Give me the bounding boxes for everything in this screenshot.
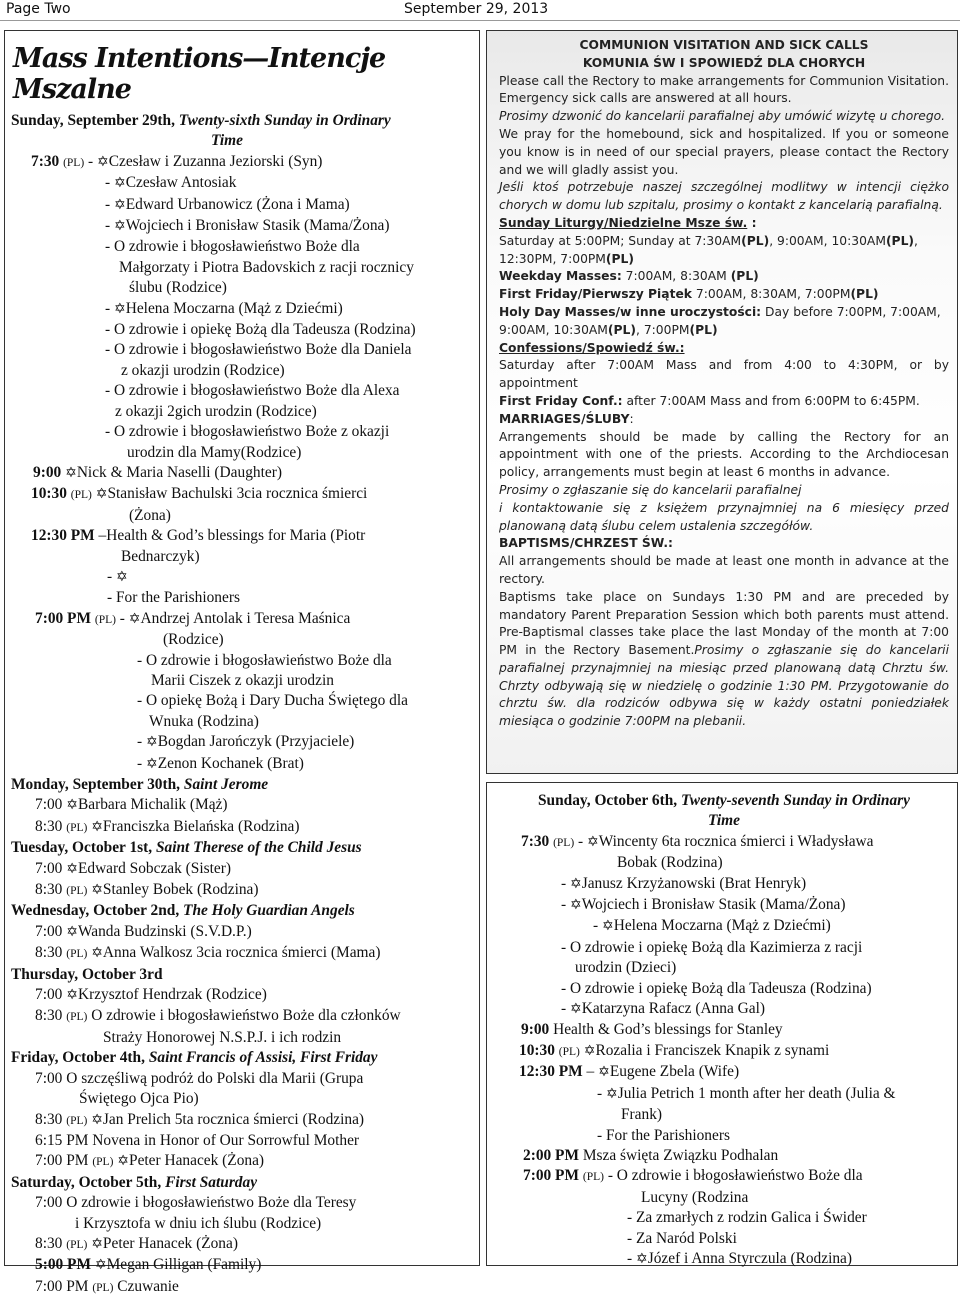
oct6-heading: Sunday, October 6th, Twenty-seventh Sunday in Ordinary <box>537 792 910 809</box>
cross-icon: ✡ <box>569 876 582 892</box>
page-number: Page Two <box>6 1 71 17</box>
paragraph: We pray for the homebound, sick and hospitalized. If you or someone you know is in need of our special prayers, please contact the Rectory and we will gladly assist you. <box>499 126 949 177</box>
cross-icon: ✡ <box>113 197 126 213</box>
cross-icon: ✡ <box>117 1154 130 1170</box>
intention-line: z okazji 2gich urodzin (Rodzice) <box>115 402 317 420</box>
cross-icon: ✡ <box>94 1258 107 1274</box>
intention-line: 7:00 PM (PL) - O zdrowie i błogosławieństwo Boże dla <box>523 1167 863 1185</box>
wednesday-heading: Wednesday, October 2nd, The Holy Guardian Angels <box>11 902 355 920</box>
intention-line: - ✡Wojciech i Bronisław Stasik (Mama/Żona) <box>105 217 390 235</box>
communion-heading-pl: KOMUNIA ŚW I SPOWIEDŹ DLA CHORYCH <box>582 55 866 70</box>
intention-line: 7:00 PM (PL) - ✡Andrzej Antolak i Teresa Maśnica <box>35 609 351 627</box>
cross-icon: ✡ <box>97 154 109 170</box>
intention-line: 7:00 ✡Edward Sobczak (Sister) <box>35 859 231 877</box>
mass-intentions-title: Mass Intentions—Intencje Mszalne <box>13 43 386 105</box>
intention-line: - For the Parishioners <box>597 1126 730 1144</box>
intention-line: - O zdrowie i błogosławieństwo Boże dla <box>105 238 360 256</box>
cross-icon: ✡ <box>91 1112 103 1128</box>
intention-line: 9:00 Health & God’s blessings for Stanley <box>521 1021 783 1039</box>
communion-info-box <box>486 30 958 774</box>
intention-line: 6:15 PM Novena in Honor of Our Sorrowful Mother <box>35 1131 360 1149</box>
intention-line: - For the Parishioners <box>107 589 240 607</box>
intention-line: Małgorzaty i Piotra Badovskich z racji rocznicy <box>119 258 414 276</box>
intention-line: 7:00 O zdrowie i błogosławieństwo Boże dla Teresy <box>35 1194 357 1212</box>
intention-line: 12:30 PM –Health & God’s blessings for Maria (Piotr <box>31 527 366 545</box>
intention-line: 9:00 ✡Nick & Maria Naselli (Daughter) <box>33 463 282 481</box>
paragraph: i kontaktowanie się z księżem przynajmniej na 6 miesięcy przed planowaną datą ślubu celem ustalenia szczegółów. <box>499 500 949 533</box>
intention-line: 7:30 (PL) - ✡Czesław i Zuzanna Jeziorski (Syn) <box>31 152 323 170</box>
intention-line: (Żona) <box>129 506 171 524</box>
cross-icon: ✡ <box>569 1002 582 1018</box>
cross-icon: ✡ <box>601 919 614 935</box>
section-heading: MARRIAGES/ŚLUBY: <box>499 411 634 426</box>
intention-line: 8:30 (PL) ✡Stanley Bobek (Rodzina) <box>35 881 259 899</box>
intention-line: - O zdrowie i błogosławieństwo Boże dla Alexa <box>105 382 400 400</box>
intention-line: 7:00 PM (PL) Czuwanie <box>35 1277 179 1295</box>
section-heading: BAPTISMS/CHRZEST ŚW.: <box>499 536 673 551</box>
intention-line: 8:30 (PL) ✡Jan Prelich 5ta rocznica śmierci (Rodzina) <box>35 1110 365 1128</box>
cross-icon: ✡ <box>605 1086 618 1102</box>
intention-line: (Rodzice) <box>163 631 224 649</box>
intention-line: 10:30 (PL) ✡Stanisław Bachulski 3cia rocznica śmierci <box>31 485 368 503</box>
intention-line: - ✡Janusz Krzyżanowski (Brat Henryk) <box>561 874 807 892</box>
tuesday-heading: Tuesday, October 1st, Saint Therese of the Child Jesus <box>11 839 362 857</box>
intention-line: - ✡Józef i Anna Styrczula (Rodzina) <box>627 1249 853 1267</box>
paragraph: All arrangements should be made at least one month in advance at the rectory. <box>499 554 949 586</box>
intention-line: - ✡Helena Moczarna (Mąż z Dziećmi) <box>593 917 831 935</box>
oct6-heading-cont: Time <box>708 812 740 830</box>
october-6-intentions-box <box>486 782 958 1266</box>
intention-line: - ✡Edward Urbanowicz (Żona i Mama) <box>105 195 350 213</box>
intention-line: 7:30 (PL) - ✡Wincenty 6ta rocznica śmierci i Władysława <box>521 832 874 850</box>
intention-line: 7:00 ✡Krzysztof Hendrzak (Rodzice) <box>35 986 267 1004</box>
monday-heading: Monday, September 30th, Saint Jerome <box>11 776 269 793</box>
paragraph: Weekday Masses: 7:00AM, 8:30AM (PL) <box>499 269 759 284</box>
intention-line: - O zdrowie i opiekę Bożą dla Tadeusza (Rodzina) <box>561 979 872 997</box>
intention-line: 8:30 (PL) ✡Peter Hanacek (Żona) <box>35 1234 238 1252</box>
section-heading: Confessions/Spowiedź św.: <box>499 340 685 355</box>
intention-line: Wnuka (Rodzina) <box>149 712 259 730</box>
intention-line: Bobak (Rodzina) <box>617 854 723 872</box>
intention-line: - ✡ <box>107 567 128 585</box>
thursday-heading: Thursday, October 3rd <box>11 965 163 983</box>
communion-heading: COMMUNION VISITATION AND SICK CALLS <box>579 38 869 52</box>
intention-line: Świętego Ojca Pio) <box>79 1090 199 1108</box>
intention-line: - Za zmarłych z rodzin Galica i Świder <box>627 1209 867 1227</box>
intention-line: 7:00 O szczęśliwą podróż do Polski dla Marii (Grupa <box>35 1069 364 1087</box>
intention-line: - ✡Katarzyna Rafacz (Anna Gal) <box>561 1000 766 1018</box>
cross-icon: ✡ <box>128 611 141 627</box>
friday-heading: Friday, October 4th, Saint Francis of Assisi, First Friday <box>11 1049 378 1067</box>
cross-icon: ✡ <box>91 819 103 835</box>
mass-intentions-box <box>4 30 480 1295</box>
intention-line: 10:30 (PL) ✡Rozalia i Franciszek Knapik z synami <box>519 1041 830 1059</box>
cross-icon: ✡ <box>65 465 77 481</box>
intention-line: 7:00 ✡Barbara Michalik (Mąż) <box>35 796 228 814</box>
paragraph: Holy Day Masses/w inne uroczystości: Day before 7:00PM, 7:00AM, 9:00AM, 10:30AM(PL), 7:00PM(PL) <box>499 304 941 337</box>
paragraph: Prosimy o zgłaszanie się do kancelarii parafialnej <box>499 482 802 497</box>
intention-line: 2:00 PM Msza święta Związku Podhalan <box>523 1146 779 1164</box>
page-date: September 29, 2013 <box>404 1 549 17</box>
cross-icon: ✡ <box>635 1251 648 1267</box>
saturday-heading: Saturday, October 5th, First Saturday <box>11 1173 258 1191</box>
intention-line: 7:00 PM (PL) ✡Peter Hanacek (Żona) <box>35 1152 265 1170</box>
intention-line: 8:30 (PL) O zdrowie i błogosławieństwo Boże dla członków <box>35 1007 401 1025</box>
intention-line: Frank) <box>621 1106 663 1124</box>
intention-line: Marii Ciszek z okazji urodzin <box>151 671 334 689</box>
intention-line: - O zdrowie i błogosławieństwo Boże z okazji <box>105 423 390 441</box>
intention-line: - O opiekę Bożą i Dary Ducha Świętego dla <box>137 692 408 710</box>
cross-icon: ✡ <box>91 946 103 962</box>
paragraph: First Friday Conf.: after 7:00AM Mass and from 6:00PM to 6:45PM. <box>499 393 920 408</box>
intention-line: i Krzysztofa w dniu ich ślubu (Rodzice) <box>75 1214 322 1232</box>
paragraph: Jeśli ktoś potrzebuje naszej szczególnej modlitwy w intencji ciężko chorych w domu lub szpitalu, prosimy o kontakt z kancelarią parafialną. <box>499 180 949 213</box>
intention-line: Lucyny (Rodzina <box>641 1188 749 1206</box>
intention-line: urodzin (Dzieci) <box>575 959 677 977</box>
cross-icon: ✡ <box>598 1065 610 1081</box>
intention-line: urodzin dla Mamy(Rodzice) <box>127 443 302 461</box>
intention-line: - ✡Czesław Antosiak <box>105 174 237 192</box>
paragraph: First Friday/Pierwszy Piątek 7:00AM, 8:30AM, 7:00PM(PL) <box>499 287 879 302</box>
intention-line: z okazji urodzin (Rodzice) <box>121 361 285 379</box>
paragraph: Prosimy dzwonić do kancelarii parafialnej aby umówić wizytę u chorego. <box>499 109 946 124</box>
intention-line: 12:30 PM – ✡Eugene Zbela (Wife) <box>519 1063 740 1081</box>
cross-icon: ✡ <box>95 487 108 503</box>
intention-line: ślubu (Rodzice) <box>129 279 227 297</box>
intention-line: 8:30 (PL) ✡Anna Walkosz 3cia rocznica śmierci (Mama) <box>35 944 381 962</box>
intention-line: - O zdrowie i opiekę Bożą dla Tadeusza (Rodzina) <box>105 321 416 339</box>
sunday-heading-cont: Time <box>211 132 243 150</box>
cross-icon: ✡ <box>116 569 128 585</box>
cross-icon: ✡ <box>145 756 158 772</box>
paragraph: Saturday after 7:00AM Mass and from 4:00 to 4:30PM, or by appointment <box>499 358 949 391</box>
cross-icon: ✡ <box>583 1043 596 1059</box>
intention-line: - O zdrowie i opiekę Bożą dla Kazimierza z racji <box>561 938 863 956</box>
intention-line: - ✡Wojciech i Bronisław Stasik (Mama/Żona) <box>561 896 846 914</box>
intention-line: - ✡Helena Moczarna (Mąż z Dziećmi) <box>105 299 343 317</box>
intention-line: 7:00 ✡Wanda Budzinski (S.V.D.P.) <box>35 922 252 940</box>
paragraph: Please call the Rectory to make arrangements for Communion Visitation. Emergency sick calls are answered at all hours. <box>499 73 949 106</box>
intention-line: - ✡Julia Petrich 1 month after her death (Julia & <box>597 1084 896 1102</box>
cross-icon: ✡ <box>113 219 126 235</box>
paragraph: Baptisms take place on Sundays 1:30 PM and are preceded by mandatory Parent Preparation Session which both parents must attend. Pre-Baptismal classes take place the last Monday of the month at 7:00 PM in the Rectory Basement.Prosimy o zgłaszanie się do kancelarii parafialnej przynajmniej na miesiąc przed planowaną datą Chrztu św. Chrzty odbywają się w niedzielę o godzinie 1:30 PM. Przygotowanie do chrztu św. dla rodziców odbywa się w każdy ostatni poniedziałek miesiąca o godzinie 7:00PM na plebanii. <box>499 589 949 729</box>
page-header <box>0 0 960 21</box>
intention-line: - Za Naród Polski <box>627 1229 737 1247</box>
intention-line: - O zdrowie i błogosławieństwo Boże dla <box>137 651 392 669</box>
cross-icon: ✡ <box>145 735 158 751</box>
cross-icon: ✡ <box>587 834 599 850</box>
cross-icon: ✡ <box>91 883 103 899</box>
cross-icon: ✡ <box>113 301 126 317</box>
cross-icon: ✡ <box>113 176 126 192</box>
intention-line: Bednarczyk) <box>121 547 200 565</box>
paragraph: Saturday at 5:00PM; Sunday at 7:30AM(PL), 9:00AM, 10:30AM(PL), 12:30PM, 7:00PM(PL) <box>499 233 918 266</box>
sunday-heading: Sunday, September 29th, Twenty-sixth Sunday in Ordinary <box>11 112 391 129</box>
paragraph: Arrangements should be made by calling the Rectory for an appointment with one of the priests. According to the Archdiocesan policy, arrangements must begin at least 6 months in advance. <box>499 429 949 480</box>
intention-line: Straży Honorowej N.S.P.J. i ich rodzin <box>103 1028 342 1046</box>
cross-icon: ✡ <box>66 798 78 814</box>
intention-line: - ✡Zenon Kochanek (Brat) <box>137 754 304 772</box>
intention-line: 8:30 (PL) ✡Franciszka Bielańska (Rodzina) <box>35 817 300 835</box>
cross-icon: ✡ <box>66 988 78 1004</box>
intention-line: - ✡Bogdan Jarończyk (Przyjaciele) <box>137 733 355 751</box>
intention-line: 5:00 PM ✡Megan Gilligan (Family) <box>35 1256 262 1274</box>
section-heading: Sunday Liturgy/Niedzielne Msze św. : <box>499 215 757 230</box>
cross-icon: ✡ <box>66 861 78 877</box>
cross-icon: ✡ <box>569 898 582 914</box>
cross-icon: ✡ <box>91 1236 103 1252</box>
cross-icon: ✡ <box>66 924 78 940</box>
intention-line: - O zdrowie i błogosławieństwo Boże dla Daniela <box>105 341 412 359</box>
mass-intentions-list <box>11 111 475 1298</box>
